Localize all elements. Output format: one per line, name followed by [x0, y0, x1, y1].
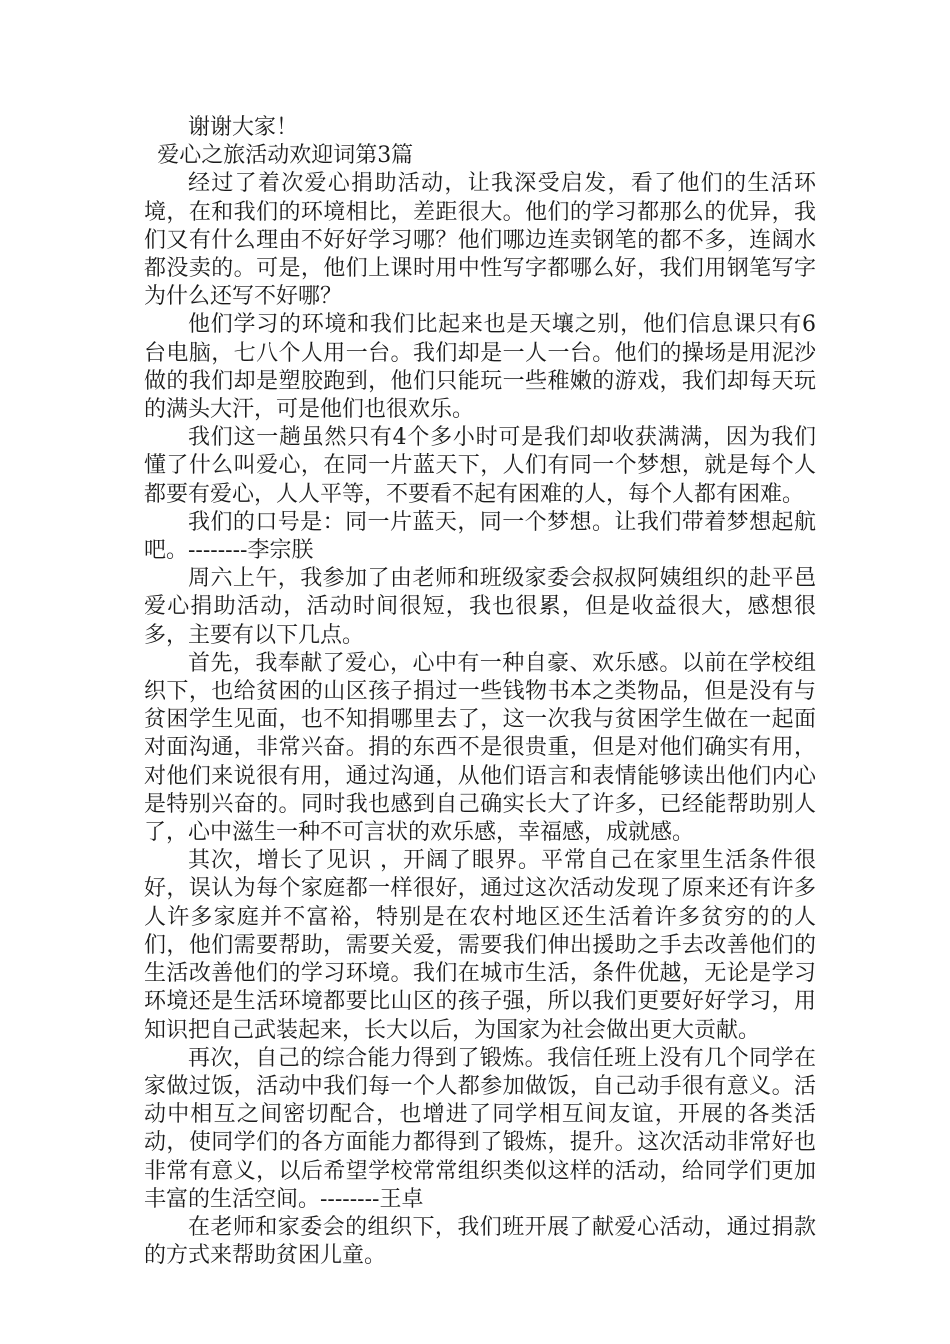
- paragraph: 在老师和家委会的组织下，我们班开展了献爱心活动，通过捐款的方式来帮助贫困儿童。: [144, 1214, 816, 1269]
- paragraph: 再次，自己的综合能力得到了锻炼。我信任班上没有几个同学在家做过饭，活动中我们每一个人都参加做饭，自己动手很有意义。活动中相互之间密切配合，也增进了同学相互间友谊，开展的各类活动，使同学们的各方面能力都得到了锻炼，提升。这次活动非常好也非常有意义，以后希望学校常常组织类似这样的活动，给同学们更加丰富的生活空间。--------王卓: [144, 1045, 816, 1212]
- paragraph: 经过了着次爱心捐助活动，让我深受启发，看了他们的生活环境，在和我们的环境相比，差距很大。他们的学习都那么的优异，我们又有什么理由不好好学习哪？他们哪边连卖钢笔的都不多，连阔水都没卖的。可是，他们上课时用中性写字都哪么好，我们用钢笔写字为什么还写不好哪？: [144, 171, 816, 310]
- paragraph: 他们学习的环境和我们比起来也是天壤之别，他们信息课只有6台电脑，七八个人用一台。我们却是一人一台。他们的操场是用泥沙做的我们却是塑胶跑到，他们只能玩一些稚嫩的游戏，我们却每天玩的满头大汗，可是他们也很欢乐。: [144, 312, 816, 423]
- paragraph: 周六上午，我参加了由老师和班级家委会叔叔阿姨组织的赴平邑爱心捐助活动，活动时间很短，我也很累，但是收益很大，感想很多，主要有以下几点。: [144, 566, 816, 648]
- paragraph: 首先，我奉献了爱心，心中有一种自豪、欢乐感。以前在学校组织下，也给贫困的山区孩子捐过一些钱物书本之类物品，但是没有与贫困学生见面，也不知捐哪里去了，这一次我与贫困学生做在一起面对面沟通，非常兴奋。捐的东西不是很贵重，但是对他们确实有用，对他们来说很有用，通过沟通，从他们语言和表情能够读出他们内心是特别兴奋的。同时我也感到自己确实长大了许多，已经能帮助别人了，心中滋生一种不可言状的欢乐感，幸福感，成就感。: [144, 650, 816, 846]
- section-heading: 爱心之旅活动欢迎词第3篇: [157, 143, 414, 169]
- paragraph: 其次，增长了见识 ，开阔了眼界。平常自己在家里生活条件很好，误认为每个家庭都一样很好，通过这次活动发现了原来还有许多人许多家庭并不富裕，特别是在农村地区还生活着许多贫穷的的人们，他们需要帮助，需要关爱，需要我们伸出援助之手去改善他们的生活改善他们的学习环境。我们在城市生活，条件优越，无论是学习环境还是生活环境都要比山区的孩子强，所以我们更要好好学习，用知识把自己武装起来，长大以后，为国家为社会做出更大贡献。: [144, 848, 816, 1043]
- paragraph: 我们的口号是：同一片蓝天，同一个梦想。让我们带着梦想起航吧。--------李宗朕: [144, 509, 816, 564]
- paragraph: 我们这一趟虽然只有4个多小时可是我们却收获满满，因为我们懂了什么叫爱心，在同一片蓝天下，人们有同一个梦想，就是每个人都要有爱心，人人平等，不要看不起有困难的人，每个人都有困难。: [144, 425, 816, 507]
- closing-line: 谢谢大家！: [188, 115, 299, 140]
- document-body: [144, 114, 816, 1270]
